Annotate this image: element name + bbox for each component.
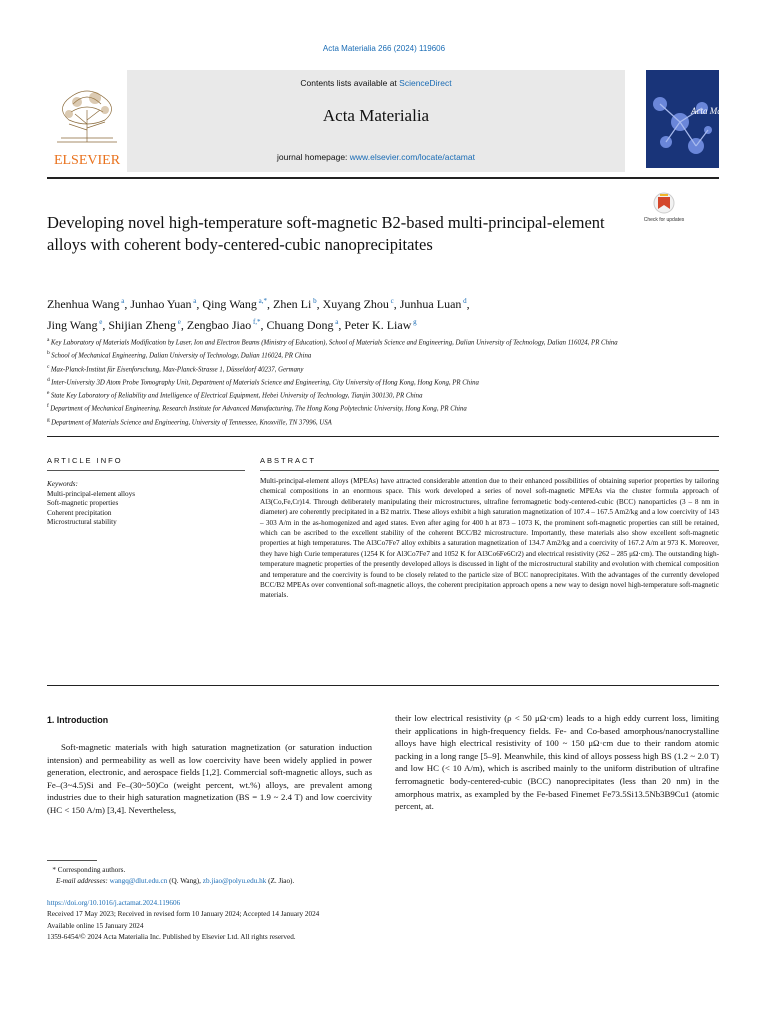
affiliation-item [47,362,687,375]
email-footnote [47,876,719,887]
author-affiliation-mark[interactable]: a [119,297,125,305]
author-name[interactable]: Zhenhua Wang [47,297,120,311]
affiliation-text: Department of Materials Science and Engineering, University of Tennessee, Knoxville, TN 37996, USA [51,418,332,426]
email-name-2: (Z. Jiao). [268,876,295,885]
affiliation-label: a [47,337,51,343]
footnote-rule [47,860,97,861]
corresponding-footnote: * Corresponding authors. [47,866,126,874]
affiliation-text: Max-Planck-Institut für Eisenforschung, Max-Planck-Strasse 1, Düsseldorf 40237, Germany [50,365,304,373]
author-affiliation-mark[interactable]: d [461,297,467,305]
received-dates: Received 17 May 2023; Received in revised form 10 January 2024; Accepted 14 January 2024 [47,910,320,919]
homepage-link[interactable]: www.elsevier.com/locate/actamat [349,152,475,162]
homepage-line [127,152,625,162]
author-name[interactable]: Junhao Yuan [130,297,192,311]
sciencedirect-link[interactable]: ScienceDirect [399,78,452,88]
author-name[interactable]: Shijian Zheng [108,318,177,332]
elsevier-wordmark: ELSEVIER [53,153,121,168]
contents-line [127,78,625,88]
email-name-1: (Q. Wang), [169,876,201,885]
doi-link[interactable]: https://doi.org/10.1016/j.actamat.2024.119606 [47,899,181,907]
email-link-2[interactable]: zb.jiao@polyu.edu.hk [202,876,267,885]
article-title: Developing novel high-temperature soft-magnetic B2-based multi-principal-element alloys with coherent body-centered-cubic nanoprecipitates [47,213,605,254]
author-affiliation-mark[interactable]: g [411,318,417,326]
affiliation-item [47,401,687,414]
author-affiliation-mark[interactable]: b [311,297,317,305]
homepage-prefix: journal homepage: [277,152,350,162]
author-affiliation-mark[interactable]: a,* [256,297,267,305]
author-name[interactable]: Xuyang Zhou [322,297,389,311]
introduction-heading: 1. Introduction [47,715,109,725]
journal-name: Acta Materialia [322,106,430,125]
author-name[interactable]: Jing Wang [47,318,98,332]
affiliation-item [47,375,687,388]
introduction-left-column: Soft-magnetic materials with high saturation magnetization (or saturation induction intension) and permeability as well as low coercivity have been widely applied in power generation, electronic, and aerospace fields [1,2]. Commercial soft-magnetic alloys, such as Fe–(3~4.5)Si and Fe–(30~50)Co (weight percent, wt.%) alloys, are prevalent among industries due to their high saturation magnetization (BS = 1.9 ~ 2.4 T) and low coercivity (HC < 150 A/m) [3,4]. Nevertheless, [47,742,372,815]
affiliation-text: Department of Mechanical Engineering, Research Institute for Advanced Manufacturing, The Hong Kong Polytechnic University, Hong Kong, PR China [50,405,467,413]
journal-cover-image[interactable] [646,70,749,168]
abstract-heading: ABSTRACT [260,456,317,465]
masthead-rule [47,177,719,179]
introduction-right-column: their low electrical resistivity (ρ < 50 μΩ·cm) leads to a high eddy current loss, limiting their applications in high-frequency fields. Fe- and Co-based amorphous/nanocrystalline alloys have high electrical resistivity of 100 ~ 150 μΩ·cm due to their random atomic packing in a long range [5–9]. Meanwhile, this kind of alloys possess high BS (1.2 ~ 2.0 T) and low HC (< 10 A/m), which is ascribed mainly to the uniform distribution of ultrafine ferromagnetic body-centered-cubic (BCC) nanoprecipitates (less than 20 nm) in the amorphous matrix, as exampled by the Fe-based Finemet Fe73.5Si13.5Nb3B9Cu1 (atomic percent, at. [395,713,719,812]
author-name[interactable]: Junhua Luan [399,297,462,311]
elsevier-logo[interactable] [47,80,127,170]
author-name[interactable]: Zengbao Jiao [186,318,252,332]
email-label: E-mail addresses: [55,876,108,885]
author-affiliation-mark[interactable]: c [388,297,394,305]
author-affiliation-mark[interactable]: e [97,318,103,326]
journal-reference-link[interactable]: Acta Materialia 266 (2024) 119606 [322,44,446,53]
affiliation-item [47,335,687,348]
affiliation-label: b [47,350,52,357]
author-affiliation-mark[interactable]: a [191,297,197,305]
abstract-bottom-rule [47,685,719,686]
cover-title: Acta Materialia [691,106,749,116]
affiliation-item [47,348,687,361]
affiliation-label: c [47,363,51,370]
author-affiliation-mark[interactable]: f,* [251,318,261,326]
corresponding-text: Corresponding authors. [57,866,126,874]
article-info-rule [47,470,245,471]
check-badge-label: Check for updates [643,217,685,223]
keywords-label: Keywords: [47,480,78,488]
author-name[interactable]: Qing Wang [202,297,257,311]
affiliations [47,335,687,428]
author-affiliation-mark[interactable]: a [333,318,339,326]
affiliation-text: Key Laboratory of Materials Modification by Laser, Ion and Electron Beams (Ministry of Education), School of Materials Science and Engineering, Dalian University of Technology, Dalian 116024, PR China [50,339,618,347]
author-name[interactable]: Peter K. Liaw [344,318,412,332]
email-link-1[interactable]: wangq@dlut.edu.cn [109,876,168,885]
publication-info [47,898,719,943]
author-name[interactable]: Chuang Dong [266,318,334,332]
available-online: Available online 15 January 2024 [47,921,144,930]
author-affiliation-mark[interactable]: e [176,318,181,326]
author-name[interactable]: Zhen Li [273,297,312,311]
section-rule [47,436,719,437]
contents-prefix: Contents lists available at [300,78,400,88]
affiliation-item [47,415,687,428]
authors-line-1: Zhenhua Wang $^a$, Junhao Yuan $^a$, Qing Wang $^{a,*}$, Zhen Li $^b$, Xuyang Zhou $^c$, Junhua Luan $^d$, [47,297,470,311]
footnotes [47,865,719,886]
keyword-item: Coherent precipitation [47,508,112,517]
keywords-list [47,490,245,528]
abstract-text: Multi-principal-element alloys (MPEAs) have attracted considerable attention due to their enhanced possibilities of obtaining superior properties by tailoring chemical compositions in an enormous space. This work developed a series of novel soft-magnetic MPEAs via the cluster formula approach of Al3(Co,Fe,Cr)14. Through deliberately manipulating their microstructures, ultrafine ferromagnetic body-centered-cubic (BCC) nanoparticles (3 – 8 nm in diameter) are coherently precipitated in a B2 matrix. These alloys exhibit a high saturation magnetization of 107.4 – 167.5 Am2/kg and a low coercivity of 143 – 303 A/m in the as-homogenized and aged states. Even after aging for 400 h at 873 – 1073 K, the prominent soft-magnetic properties can still be retained, which can be ascribed to the excellent stability of the coherent BCC/B2 microstructure. Importantly, these materials also show excellent soft-magnetic properties at high temperatures. The Al3Co7Fe7 alloy exhibits a saturation magnetization of 134.7 Am2/kg and a coercivity of 167.2 A/m at 973 K. Moreover, they have high Curie temperatures (1254 K for Al3Co7Fe7 and 1052 K for Al3Co6Fe6Cr2) and electrical resistivity (262 – 285 μΩ·cm). The outstanding high-temperature magnetic properties of the presently developed alloys is discussed in light of the microstructural stability and evolution with chemical composition and temperature and the coercivity is found to be closely related to the particle size of BCC nanoprecipitates. With the advantages of the currently developed BCC/B2 MPEAs over conventional soft-magnetic alloys, the coherent precipitation approach opens a new way to design novel high-temperature soft-magnetic materials. [260,477,719,600]
journal-banner [127,70,625,172]
affiliation-item [47,388,687,401]
masthead [47,70,749,177]
copyright-line: 1359-6454/© 2024 Acta Materialia Inc. Published by Elsevier Ltd. All rights reserved. [47,932,296,941]
check-for-updates-badge[interactable] [643,191,685,229]
abstract-rule [260,470,719,471]
keyword-item: Soft-magnetic properties [47,499,119,508]
authors-line-2: Jing Wang $^e$, Shijian Zheng $^e$, Zengbao Jiao $^{f,*}$, Chuang Dong $^a$, Peter K. Liaw $^g$ [47,318,417,332]
article-info-heading: ARTICLE INFO [47,456,123,465]
affiliation-label: f [47,403,51,410]
keyword-item: Microstructural stability [47,518,117,527]
author-list [47,292,687,334]
keywords-block [47,480,245,528]
affiliation-text: State Key Laboratory of Reliability and Intelligence of Electrical Equipment, Hebei University of Technology, Tianjin 300130, PR China [50,392,423,400]
affiliation-label: d [47,376,52,383]
affiliation-text: Inter-University 3D Atom Probe Tomography Unit, Department of Materials Science and Engineering, City University of Hong Kong, Hong Kong, PR China [51,379,479,387]
keyword-item: Multi-principal-element alloys [47,489,136,498]
affiliation-label: e [47,390,51,397]
affiliation-text: School of Mechanical Engineering, Dalian University of Technology, Dalian 116024, PR China [51,352,312,360]
affiliation-label: g [47,416,52,423]
